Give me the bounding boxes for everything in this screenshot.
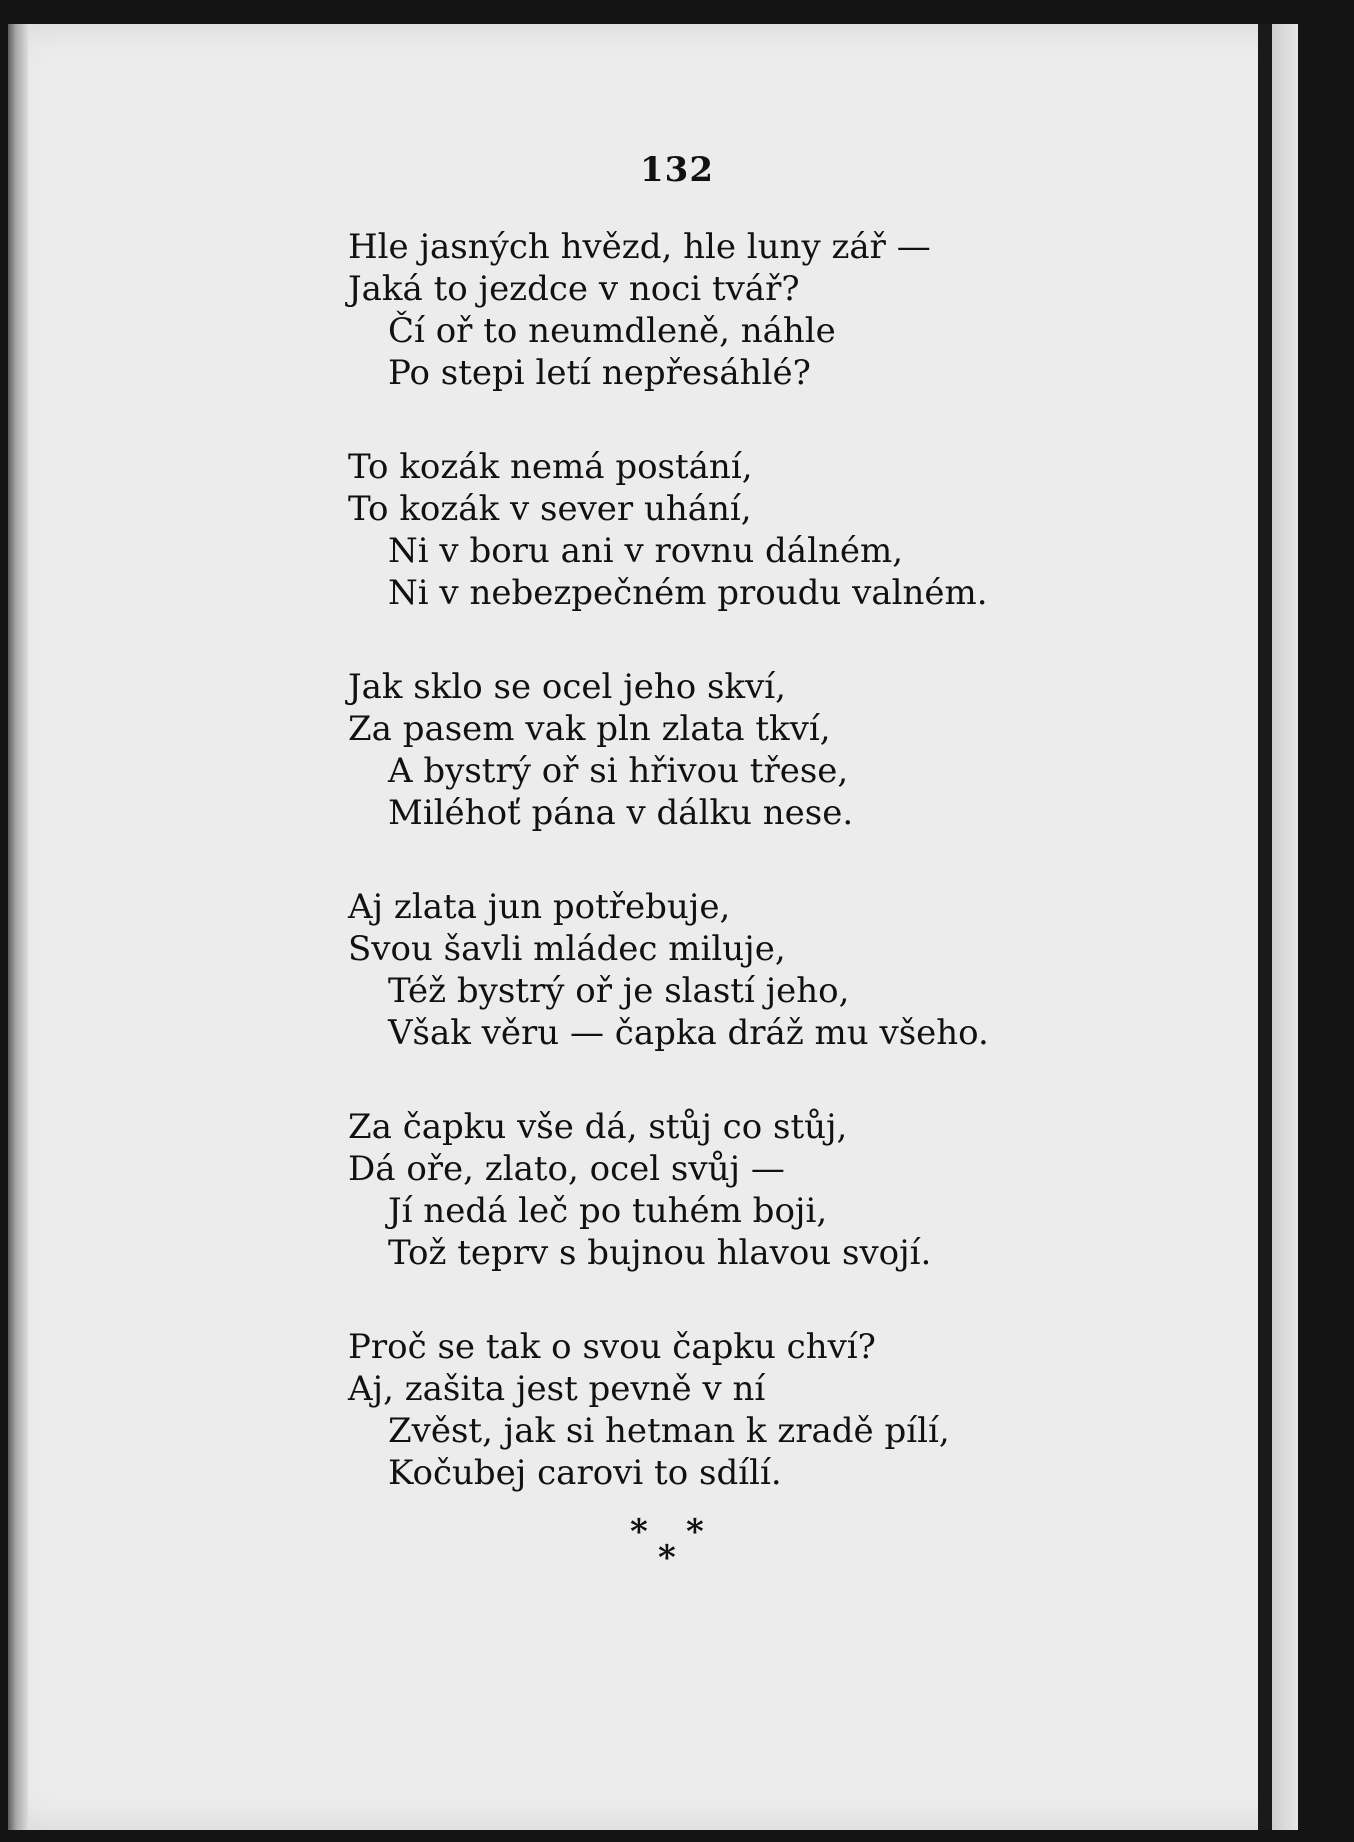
poem-line: Jak sklo se ocel jeho skví, bbox=[348, 667, 786, 707]
poem-line: Ni v nebezpečném proudu valném. bbox=[388, 573, 988, 613]
stanza bbox=[348, 1106, 1068, 1274]
poem-line: Za čapku vše dá, stůj co stůj, bbox=[348, 1107, 848, 1147]
stanza bbox=[348, 226, 1068, 394]
page-binding-shadow bbox=[8, 24, 28, 1830]
poem-line: Tož teprv s bujnou hlavou svojí. bbox=[388, 1233, 932, 1273]
asterisk: * bbox=[630, 1512, 648, 1552]
poem-line: Zvěst, jak si hetman k zradě pílí, bbox=[388, 1411, 950, 1451]
poem-line: Jí nedá leč po tuhém boji, bbox=[388, 1191, 828, 1231]
next-page-edge bbox=[1272, 24, 1298, 1830]
asterisk: * bbox=[658, 1538, 676, 1578]
stanza bbox=[348, 1326, 1068, 1494]
stanza bbox=[348, 446, 1068, 614]
poem-line: Dá oře, zlato, ocel svůj — bbox=[348, 1149, 785, 1189]
poem-line: To kozák v sever uhání, bbox=[348, 489, 752, 529]
poem-line: Proč se tak o svou čapku chví? bbox=[348, 1327, 876, 1367]
page-number: 132 bbox=[640, 150, 714, 190]
poem-line: Aj, zašita jest pevně v ní bbox=[348, 1369, 766, 1409]
poem-line: A bystrý oř si hřivou třese, bbox=[388, 751, 849, 791]
poem-line: Aj zlata jun potřebuje, bbox=[348, 887, 731, 927]
poem-line: Ni v boru ani v rovnu dálném, bbox=[388, 531, 904, 571]
poem-line: Jaká to jezdce v noci tvář? bbox=[348, 269, 800, 309]
stanza bbox=[348, 666, 1068, 834]
asterisk: * bbox=[686, 1512, 704, 1552]
poem-line: Za pasem vak pln zlata tkví, bbox=[348, 709, 831, 749]
poem-line: Po stepi letí nepřesáhlé? bbox=[388, 353, 811, 393]
asterism-divider bbox=[630, 1512, 730, 1578]
stanza bbox=[348, 886, 1068, 1054]
poem-line: Svou šavli mládec miluje, bbox=[348, 929, 786, 969]
poem-line: To kozák nemá postání, bbox=[348, 447, 753, 487]
poem-line: Kočubej carovi to sdílí. bbox=[388, 1453, 782, 1493]
poem-body bbox=[348, 226, 1068, 1546]
poem-line: Však věru — čapka dráž mu všeho. bbox=[388, 1013, 989, 1053]
page-gutter bbox=[1258, 24, 1272, 1830]
poem-line: Miléhoť pána v dálku nese. bbox=[388, 793, 854, 833]
poem-line: Hle jasných hvězd, hle luny zář — bbox=[348, 227, 931, 267]
poem-line: Čí oř to neumdleně, náhle bbox=[388, 311, 836, 351]
poem-line: Též bystrý oř je slastí jeho, bbox=[388, 971, 850, 1011]
